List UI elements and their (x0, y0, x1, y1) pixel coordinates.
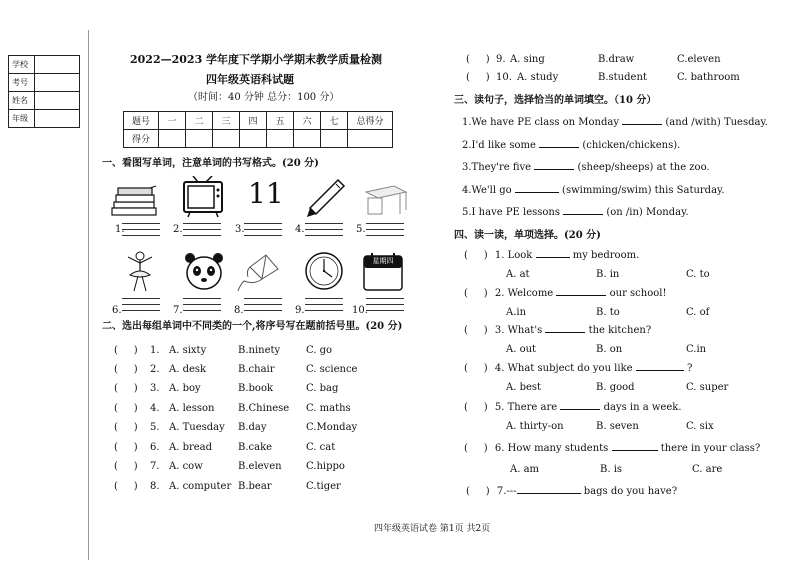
kite-icon (236, 249, 288, 293)
answer-bracket[interactable]: ( ) (114, 383, 138, 394)
list-item (114, 403, 351, 414)
option-b: B. on (596, 344, 623, 355)
info-row-school (9, 56, 79, 74)
sentence-end: there in your class? (660, 443, 761, 454)
sentence-start: What subject do you like (507, 363, 633, 374)
score-input[interactable] (186, 130, 213, 148)
option-c: C.hippo (306, 461, 345, 472)
sentence-end: (swimming/swim) this Saturday. (562, 185, 725, 196)
info-row-name (9, 92, 79, 110)
score-cell: 五 (267, 112, 294, 130)
section4-heading: 四、读一读，单项选择。(20 分) (454, 230, 601, 241)
sentence-start: There are (507, 402, 558, 413)
option-a: A. desk (169, 364, 207, 375)
option-c: C. bag (306, 383, 339, 394)
list-item (462, 208, 689, 218)
list-item (462, 141, 680, 151)
score-cell: 一 (159, 112, 186, 130)
picture-number: 5. (356, 224, 366, 235)
picture-number: 6. (112, 305, 122, 316)
answer-bracket[interactable]: ( ) (114, 481, 138, 492)
score-header-row (124, 112, 393, 130)
answer-bracket[interactable]: ( ) (466, 54, 490, 65)
answer-bracket[interactable]: ( ) (464, 402, 488, 413)
answer-lines[interactable] (244, 218, 282, 236)
option-a: A. cow (169, 461, 203, 472)
answer-lines[interactable] (305, 293, 343, 311)
section2-heading: 二、选出每组单词中不同类的一个,将序号写在题前括号里。(20 分) (102, 321, 403, 332)
option-b: B. is (600, 464, 623, 475)
item-number: 3. (150, 383, 160, 394)
fill-blank[interactable] (560, 409, 600, 410)
exam-subtitle: 四年级英语科试题 (206, 73, 294, 86)
info-label: 学校 (9, 56, 35, 73)
option-a: A. best (506, 382, 542, 393)
score-input[interactable] (267, 130, 294, 148)
option-c: C. science (306, 364, 358, 375)
sentence-end: our school! (609, 288, 667, 299)
grade-field[interactable] (35, 110, 79, 127)
score-cell: 六 (294, 112, 321, 130)
option-c: C. maths (306, 403, 351, 414)
item-number: 5. (494, 402, 505, 413)
option-b: B.draw (598, 54, 635, 65)
list-item (462, 118, 768, 128)
option-b: B. to (596, 307, 620, 318)
fill-blank[interactable] (539, 147, 579, 148)
info-label: 年级 (9, 110, 35, 127)
score-input[interactable] (321, 130, 348, 148)
item-number: 6. (494, 443, 505, 454)
answer-lines[interactable] (183, 218, 221, 236)
picture-number: 2. (173, 224, 183, 235)
score-input[interactable] (348, 130, 393, 148)
option-b: B.day (238, 422, 267, 433)
answer-bracket[interactable]: ( ) (466, 72, 490, 83)
answer-bracket[interactable]: ( ) (114, 345, 138, 356)
picture-number: 8. (234, 305, 244, 316)
option-c: C. go (306, 345, 333, 356)
fill-blank[interactable] (534, 169, 574, 170)
info-row-grade (9, 110, 79, 127)
sentence-end: (on /in) Monday. (606, 207, 689, 218)
question-row (464, 444, 760, 454)
score-cell: 三 (213, 112, 240, 130)
desk-icon (360, 178, 412, 222)
score-cell: 题号 (124, 112, 159, 130)
option-c: C. super (686, 382, 729, 393)
score-input[interactable] (213, 130, 240, 148)
question-row (464, 251, 639, 261)
score-value-row (124, 130, 393, 148)
list-item (114, 422, 358, 433)
name-field[interactable] (35, 92, 79, 109)
option-a: A. sing (510, 54, 545, 65)
answer-lines[interactable] (244, 293, 282, 311)
info-label: 姓名 (9, 92, 35, 109)
fill-blank[interactable] (536, 257, 570, 258)
item-number: 1. (150, 345, 160, 356)
option-c: C. bathroom (677, 72, 740, 83)
sentence-start: 4.We'll go (462, 185, 512, 196)
score-cell: 得分 (124, 130, 159, 148)
sentence-end: (chicken/chickens). (582, 140, 681, 151)
info-label: 考号 (9, 74, 35, 91)
question-row (464, 403, 682, 413)
picture-number: 9. (295, 305, 305, 316)
item-number: 10. (496, 72, 512, 83)
score-cell: 七 (321, 112, 348, 130)
option-c: C. six (686, 421, 714, 432)
list-item (466, 54, 721, 65)
sentence-end: (sheep/sheeps) at the zoo. (577, 162, 710, 173)
list-item (462, 186, 725, 196)
calendar-label: 星期四 (372, 257, 394, 265)
option-a: A. study (517, 72, 559, 83)
score-input[interactable] (240, 130, 267, 148)
binding-line (88, 30, 89, 560)
answer-bracket[interactable]: ( ) (114, 403, 138, 414)
fill-blank[interactable] (636, 370, 684, 371)
sentence-end: my bedroom. (572, 250, 640, 261)
number-eleven-picture: 11 (248, 177, 284, 210)
list-item (462, 163, 710, 173)
option-c: C.eleven (677, 54, 721, 65)
list-item (466, 72, 740, 83)
item-number: 9. (496, 54, 506, 65)
sentence-start: What's (507, 325, 543, 336)
sentence-start: 3.They're five (462, 162, 532, 173)
school-field[interactable] (35, 56, 79, 73)
list-item (114, 383, 339, 394)
sentence-end: days in a week. (603, 402, 682, 413)
option-b: B.cake (238, 442, 273, 453)
option-c: C. of (686, 307, 710, 318)
books-icon (110, 178, 162, 222)
option-a: A. thirty-on (506, 421, 564, 432)
option-c: C.in (686, 344, 707, 355)
list-item (114, 345, 333, 356)
answer-bracket[interactable]: ( ) (464, 363, 488, 374)
list-item (114, 442, 336, 453)
answer-lines[interactable] (183, 293, 221, 311)
option-b: B. in (596, 269, 620, 280)
question-row (464, 289, 666, 299)
answer-lines[interactable] (122, 293, 160, 311)
sentence-start: 5.I have PE lessons (462, 207, 560, 218)
item-number: 2. (150, 364, 160, 375)
fill-blank[interactable] (622, 124, 662, 125)
option-c: C.tiger (306, 481, 341, 492)
option-a: A. out (506, 344, 537, 355)
item-number: 5. (150, 422, 160, 433)
score-cell: 总得分 (348, 112, 393, 130)
option-c: C. are (692, 464, 723, 475)
answer-lines[interactable] (122, 218, 160, 236)
option-b: B.student (598, 72, 647, 83)
fill-blank[interactable] (612, 450, 658, 451)
fill-blank[interactable] (563, 214, 603, 215)
exam-number-field[interactable] (35, 74, 79, 91)
answer-bracket[interactable]: ( ) (114, 461, 138, 472)
exam-title: 2022—2023 学年度下学期小学期末教学质量检测 (130, 53, 383, 66)
question-row (464, 364, 692, 374)
panda-icon (178, 249, 230, 293)
item-number: 8. (150, 481, 160, 492)
item-number: 7.--- (496, 486, 517, 497)
score-cell: 四 (240, 112, 267, 130)
sentence-end: (and /with) Tuesday. (665, 117, 768, 128)
option-a: A. lesson (169, 403, 215, 414)
sentence-start: How many students (507, 443, 609, 454)
option-b: B.bear (238, 481, 272, 492)
option-a: A. Tuesday (169, 422, 225, 433)
answer-lines[interactable] (305, 218, 343, 236)
fill-blank[interactable] (515, 192, 559, 193)
picture-number: 3. (235, 224, 245, 235)
option-a: A. computer (169, 481, 232, 492)
option-b: B.chair (238, 364, 275, 375)
sentence-start: 1.We have PE class on Monday (462, 117, 620, 128)
answer-bracket[interactable]: ( ) (464, 325, 488, 336)
score-input[interactable] (159, 130, 186, 148)
item-number: 6. (150, 442, 160, 453)
question-row (466, 487, 677, 497)
item-number: 4. (494, 363, 505, 374)
answer-lines[interactable] (366, 293, 404, 311)
option-c: C.Monday (306, 422, 358, 433)
list-item (114, 364, 358, 375)
item-number: 2. (494, 288, 505, 299)
score-input[interactable] (294, 130, 321, 148)
info-row-exam-no (9, 74, 79, 92)
section3-heading: 三、读句子，选择恰当的单词填空。（10 分） (454, 95, 657, 106)
question-row (464, 326, 651, 336)
option-a: A.in (506, 307, 527, 318)
option-b: B.ninety (238, 345, 281, 356)
score-cell: 二 (186, 112, 213, 130)
picture-number: 1. (115, 224, 125, 235)
item-number: 4. (150, 403, 160, 414)
sentence-end: the kitchen? (588, 325, 652, 336)
answer-lines[interactable] (366, 218, 404, 236)
answer-bracket[interactable]: ( ) (464, 250, 488, 261)
answer-bracket[interactable]: ( ) (114, 442, 138, 453)
calendar-icon (362, 252, 404, 292)
list-item (114, 481, 341, 492)
option-a: A. sixty (169, 345, 207, 356)
fill-blank[interactable] (545, 332, 585, 333)
sentence-end: ? (686, 363, 693, 374)
option-b: B.Chinese (238, 403, 290, 414)
answer-bracket[interactable]: ( ) (114, 422, 138, 433)
score-table (123, 111, 393, 148)
item-number: 3. (494, 325, 505, 336)
exam-time-info: （时间：40 分钟 总分：100 分） (188, 92, 340, 103)
pen-icon (300, 176, 352, 220)
sentence-end: bags do you have? (583, 486, 678, 497)
list-item (114, 461, 345, 472)
picture-number: 10. (352, 305, 368, 316)
answer-bracket[interactable]: ( ) (466, 486, 490, 497)
tv-icon (178, 176, 230, 220)
answer-bracket[interactable]: ( ) (114, 364, 138, 375)
option-a: A. boy (169, 383, 201, 394)
option-b: B. good (596, 382, 635, 393)
option-a: A. am (510, 464, 540, 475)
item-number: 1. (494, 250, 505, 261)
option-a: A. at (506, 269, 530, 280)
option-b: B. seven (596, 421, 639, 432)
section1-heading: 一、看图写单词，注意单词的书写格式。(20 分) (102, 158, 319, 169)
ballet-dancer-icon (114, 249, 166, 293)
answer-bracket[interactable]: ( ) (464, 443, 488, 454)
option-c: C. cat (306, 442, 336, 453)
fill-blank[interactable] (556, 295, 606, 296)
answer-bracket[interactable]: ( ) (464, 288, 488, 299)
option-b: B.eleven (238, 461, 282, 472)
sentence-start: Look (507, 250, 533, 261)
clock-icon (300, 249, 352, 293)
student-info-box (8, 55, 80, 128)
option-c: C. to (686, 269, 710, 280)
picture-number: 4. (295, 224, 305, 235)
sentence-start: 2.I'd like some (462, 140, 536, 151)
sentence-start: Welcome (507, 288, 554, 299)
option-b: B.book (238, 383, 274, 394)
item-number: 7. (150, 461, 160, 472)
fill-blank[interactable] (517, 493, 581, 494)
picture-number: 7. (173, 305, 183, 316)
option-a: A. bread (169, 442, 213, 453)
page-footer: 四年级英语试卷 第1页 共2页 (374, 524, 491, 534)
